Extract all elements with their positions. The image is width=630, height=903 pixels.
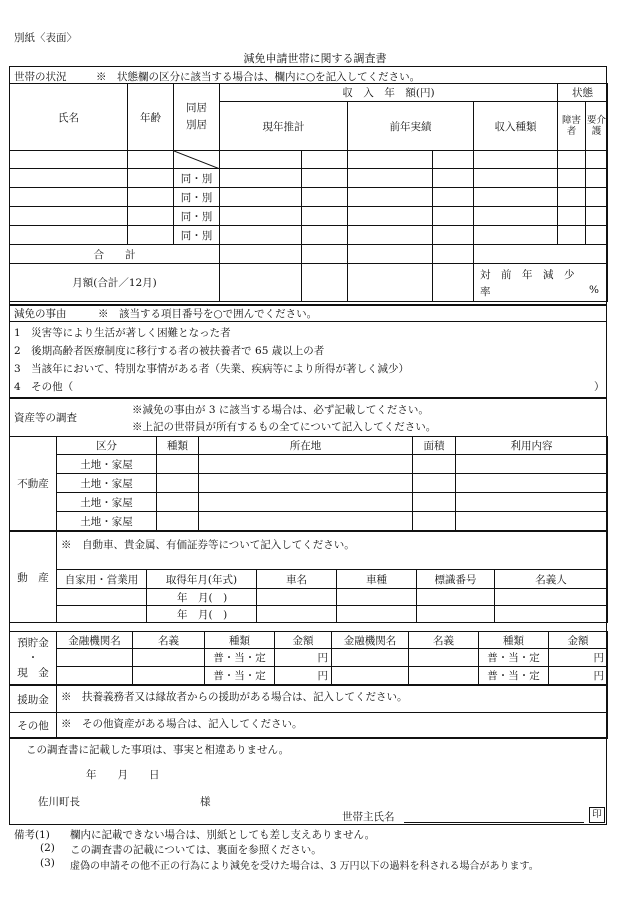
cohabit-choice[interactable]: 同・別 [174, 169, 220, 188]
assets-section-label: 資産等の調査 [14, 412, 77, 424]
signature-line[interactable] [404, 822, 584, 823]
col-bank: 金融機関名 [57, 632, 133, 649]
seal-box[interactable]: 印 [589, 807, 605, 823]
movable-row: 年 月( ) [10, 606, 608, 623]
household-row [10, 188, 608, 207]
col-car-name: 車名 [257, 570, 337, 589]
realestate-label: 不動産 [10, 437, 57, 531]
deposit-table [9, 631, 608, 685]
col-kind: 種類 [205, 632, 275, 649]
aid-label: 援助金 [10, 686, 57, 713]
movable-table [9, 531, 608, 623]
cohabit-choice[interactable]: 同・別 [174, 188, 220, 207]
declaration-statement: この調査書に記載した事項は、事実と相違ありません。 [26, 744, 290, 756]
remark-1: 欄内に記載できない場合は、別紙としても差し支えありません。 [70, 829, 376, 841]
head-of-household-label: 世帯主氏名 [342, 811, 395, 823]
col-name: 氏名 [10, 84, 128, 151]
other-label: その他 [10, 713, 57, 739]
total-label: 合 計 [10, 245, 220, 264]
col-year: 取得年月(年式) [147, 570, 257, 589]
addressee: 佐川町長 [38, 796, 80, 808]
reason-close-paren: ） [594, 381, 605, 393]
deposit-row: 普・当・定 円 普・当・定 円 [10, 667, 608, 685]
col-type: 種類 [157, 437, 199, 455]
col-status: 状態 [558, 84, 608, 102]
col-previous-actual: 前年実績 [348, 102, 474, 151]
realestate-row: 土地・家屋 [10, 455, 608, 474]
assets-note-2: ※上記の世帯員が所有するもの全てについて記入してください。 [132, 421, 437, 433]
realestate-row: 土地・家屋 [10, 512, 608, 531]
household-table [9, 83, 608, 302]
declaration-date[interactable]: 年 月 日 [86, 769, 160, 781]
col-income-type: 収入種類 [474, 102, 558, 151]
deposit-row: 普・当・定 円 普・当・定 円 [10, 649, 608, 667]
col-income-annual: 収 入 年 額(円) [220, 84, 558, 102]
col-owner: 名義人 [495, 570, 608, 589]
realestate-row: 土地・家屋 [10, 493, 608, 512]
col-area: 面積 [413, 437, 456, 455]
col-disabled: 障害者 [558, 102, 586, 151]
household-row [10, 151, 608, 169]
remark-number-2: (2) [40, 842, 55, 854]
movable-row: 年 月( ) [10, 589, 608, 606]
reason-section-note: ※ 該当する項目番号を○で囲んでください。 [98, 308, 318, 320]
document-title: 減免申請世帯に関する調査書 [243, 52, 387, 65]
diagonal-line-icon [174, 151, 220, 169]
remarks-label: 備考(1) [14, 829, 50, 841]
col-care-needed: 要介護 [586, 102, 608, 151]
movable-label: 動 産 [10, 532, 57, 623]
col-usage: 利用内容 [456, 437, 608, 455]
col-current-estimate: 現年推計 [220, 102, 348, 151]
household-section-label: 世帯の状況 [14, 71, 67, 83]
col-kind: 種類 [479, 632, 549, 649]
cohabit-choice[interactable]: 同・別 [174, 207, 220, 226]
col-location: 所在地 [199, 437, 413, 455]
monthly-row [10, 264, 608, 302]
col-amount: 金額 [275, 632, 332, 649]
household-section-note: ※ 状態欄の区分に該当する場合は、欄内に○を記入してください。 [96, 71, 421, 83]
remark-number-3: (3) [40, 857, 55, 869]
col-use: 自家用・営業用 [57, 570, 147, 589]
cohabit-choice[interactable]: 同・別 [174, 226, 220, 245]
aid-other-table [9, 685, 608, 739]
decrease-rate-cell[interactable]: 対 前 年 減 少 率 % [474, 264, 608, 302]
col-cohabit: 同居 別居 [174, 84, 220, 151]
assets-note-1: ※減免の事由が 3 に該当する場合は、必ず記載してください。 [132, 404, 429, 416]
monthly-label: 月額(合計／12月) [10, 264, 220, 302]
remark-3: 虚偽の申請その他不正の行為により減免を受けた場合は、3 万円以下の過料を科される場合があります。 [70, 861, 539, 872]
aid-row [10, 686, 608, 713]
col-plate: 標識番号 [417, 570, 495, 589]
realestate-row: 土地・家屋 [10, 474, 608, 493]
reason-section-label: 減免の事由 [14, 308, 67, 320]
col-age: 年齢 [128, 84, 174, 151]
realestate-table [9, 436, 608, 531]
attachment-label: 別紙〈表面〉 [14, 32, 77, 44]
col-bank: 金融機関名 [332, 632, 409, 649]
col-amount: 金額 [549, 632, 608, 649]
total-row [10, 245, 608, 264]
household-row [10, 207, 608, 226]
other-row [10, 713, 608, 739]
reason-item-3[interactable]: 3 当該年において、特別な事情がある者（失業、疾病等により所得が著しく減少） [14, 363, 409, 375]
cohabit-cell-diagonal[interactable] [174, 151, 220, 169]
reason-item-2[interactable]: 2 後期高齢者医療制度に移行する者の被扶養者で 65 歳以上の者 [14, 345, 325, 357]
movable-note: ※ 自動車、貴金属、有価証券等について記入してください。 [57, 532, 608, 570]
reason-item-4[interactable]: 4 その他（ [14, 381, 74, 393]
addressee-honorific: 様 [200, 796, 211, 808]
col-holder: 名義 [409, 632, 479, 649]
reason-item-1[interactable]: 1 災害等により生活が著しく困難となった者 [14, 327, 231, 339]
aid-note[interactable]: ※ 扶養義務者又は縁故者からの援助がある場合は、記入してください。 [57, 686, 608, 713]
col-holder: 名義 [133, 632, 205, 649]
deposit-label: 預貯金 ・ 現 金 [10, 632, 57, 685]
other-note[interactable]: ※ その他資産がある場合は、記入してください。 [57, 713, 608, 739]
remark-2: この調査書の記載については、裏面を参照ください。 [70, 844, 322, 856]
household-row [10, 226, 608, 245]
col-car-model: 車種 [337, 570, 417, 589]
household-row [10, 169, 608, 188]
col-kind: 区分 [57, 437, 157, 455]
